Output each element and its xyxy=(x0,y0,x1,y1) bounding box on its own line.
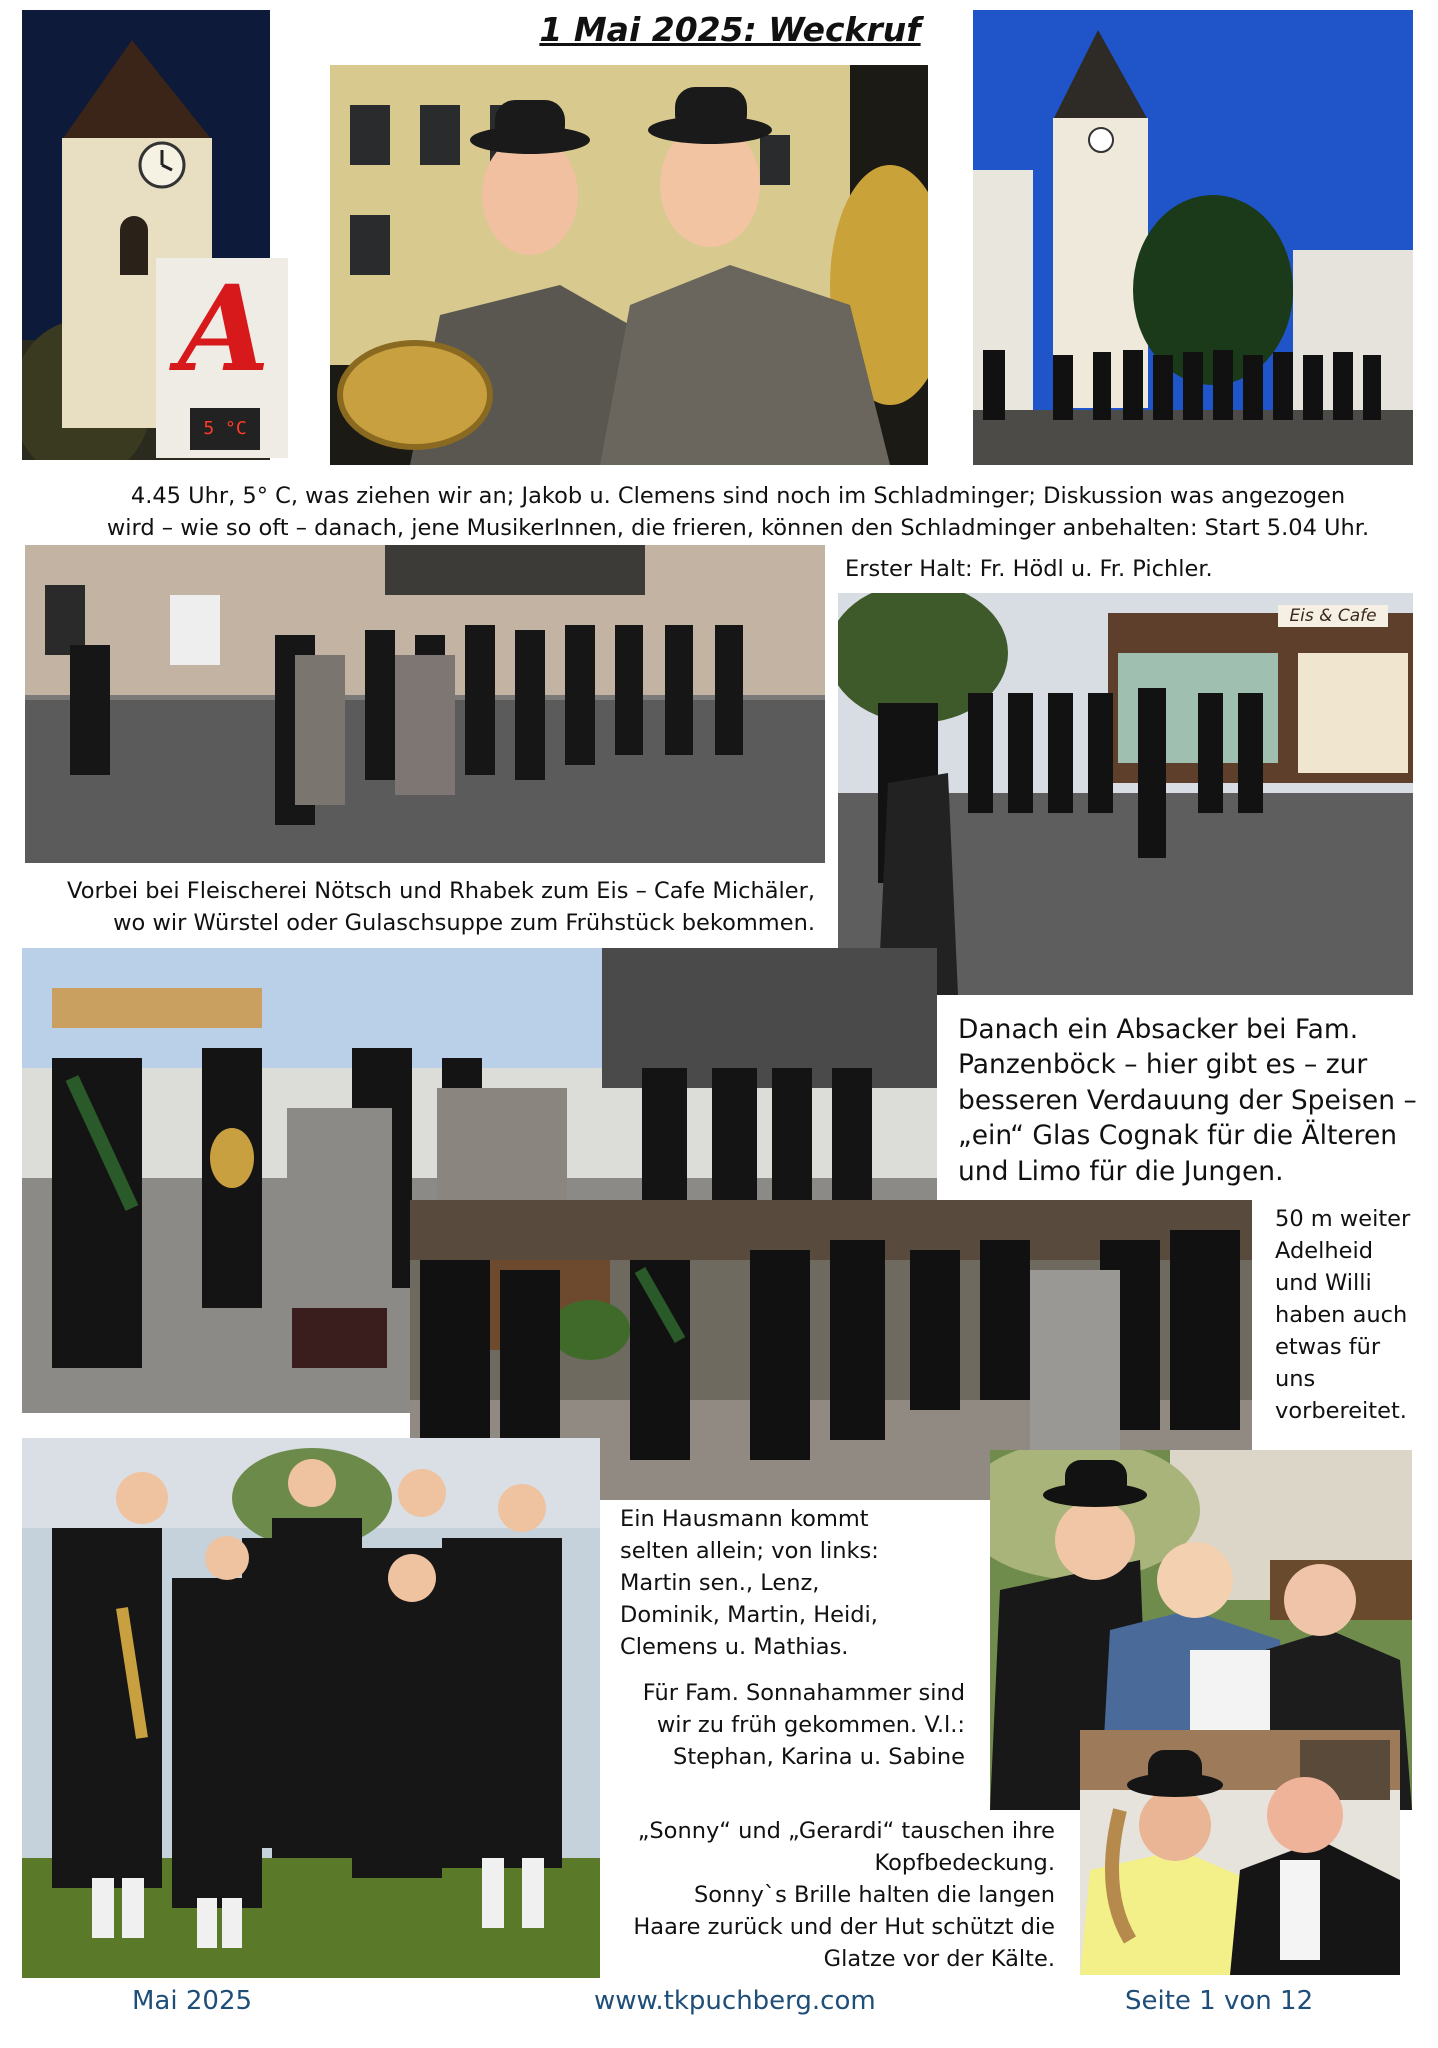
sonnahammer-caption-1: Für Fam. Sonnahammer sind xyxy=(642,1680,965,1706)
adelheid-caption-5: etwas für xyxy=(1275,1334,1381,1360)
thermometer-display: 5 °C xyxy=(203,418,247,439)
absacker-caption-5: und Limo für die Jungen. xyxy=(958,1156,1284,1187)
page-title: 1 Mai 2025: Weckruf xyxy=(539,10,921,49)
photo-band-street xyxy=(25,545,825,863)
adelheid-caption-4: haben auch xyxy=(1275,1302,1408,1328)
adelheid-caption-7: vorbereitet. xyxy=(1275,1398,1407,1424)
absacker-caption-3: besseren Verdauung der Speisen – xyxy=(958,1085,1417,1116)
website-link[interactable]: www.tkpuchberg.com xyxy=(594,1986,876,2016)
intro-caption-line2: wird – wie so oft – danach, jene MusikerInnen, die frieren, können den Schladminger anbehalten: Start 5.04 Uhr. xyxy=(106,515,1370,541)
adelheid-caption-1: 50 m weiter xyxy=(1275,1206,1411,1232)
butcher-caption-line1: Vorbei bei Fleischerei Nötsch und Rhabek zum Eis – Cafe Michäler, xyxy=(67,878,815,904)
sonny-caption-4: Haare zurück und der Hut schützt die xyxy=(633,1914,1055,1940)
hausmann-caption-5: Clemens u. Mathias. xyxy=(620,1634,849,1660)
sonny-caption-5: Glatze vor der Kälte. xyxy=(823,1946,1055,1972)
photo-jakob-clemens xyxy=(330,65,928,465)
hausmann-caption-1: Ein Hausmann kommt xyxy=(620,1506,869,1532)
sonny-caption-1: „Sonny“ und „Gerardi“ tauschen ihre xyxy=(637,1818,1055,1844)
adelheid-caption-6: uns xyxy=(1275,1366,1316,1392)
absacker-caption-4: „ein“ Glas Cognak für die Älteren xyxy=(958,1120,1398,1151)
footer-page-number: Seite 1 von 12 xyxy=(1125,1986,1314,2016)
photo-church-band xyxy=(973,10,1413,465)
sonny-caption-2: Kopfbedeckung. xyxy=(874,1850,1055,1876)
photo-eis-cafe xyxy=(838,593,1413,995)
footer-website-link[interactable] xyxy=(594,1986,894,2016)
butcher-caption-line2: wo wir Würstel oder Gulaschsuppe zum Frühstück bekommen. xyxy=(113,910,815,936)
first-stop-caption: Erster Halt: Fr. Hödl u. Fr. Pichler. xyxy=(845,556,1213,582)
sonny-caption-3: Sonny`s Brille halten die langen xyxy=(693,1882,1055,1908)
photo-sonny-gerardi xyxy=(1080,1730,1400,1975)
hausmann-caption-4: Dominik, Martin, Heidi, xyxy=(620,1602,878,1628)
absacker-caption-1: Danach ein Absacker bei Fam. xyxy=(958,1014,1359,1045)
hausmann-caption-3: Martin sen., Lenz, xyxy=(620,1570,820,1596)
hausmann-caption-2: selten allein; von links: xyxy=(620,1538,879,1564)
sonnahammer-caption-3: Stephan, Karina u. Sabine xyxy=(673,1744,965,1770)
photo-hausmann-family xyxy=(22,1438,600,1978)
adelheid-caption-2: Adelheid xyxy=(1275,1238,1374,1264)
adelheid-caption-3: und Willi xyxy=(1275,1270,1372,1296)
pharmacy-logo: A xyxy=(178,259,270,398)
footer-date: Mai 2025 xyxy=(132,1986,253,2016)
photo-pharmacy-sign xyxy=(156,258,288,458)
intro-caption-line1: 4.45 Uhr, 5° C, was ziehen wir an; Jakob u. Clemens sind noch im Schladminger; Diskussion was angezogen xyxy=(130,483,1346,509)
sonnahammer-caption-2: wir zu früh gekommen. V.l.: xyxy=(656,1712,965,1738)
absacker-caption-2: Panzenböck – hier gibt es – zur xyxy=(958,1049,1368,1080)
cafe-sign: Eis & Cafe xyxy=(1278,605,1388,627)
